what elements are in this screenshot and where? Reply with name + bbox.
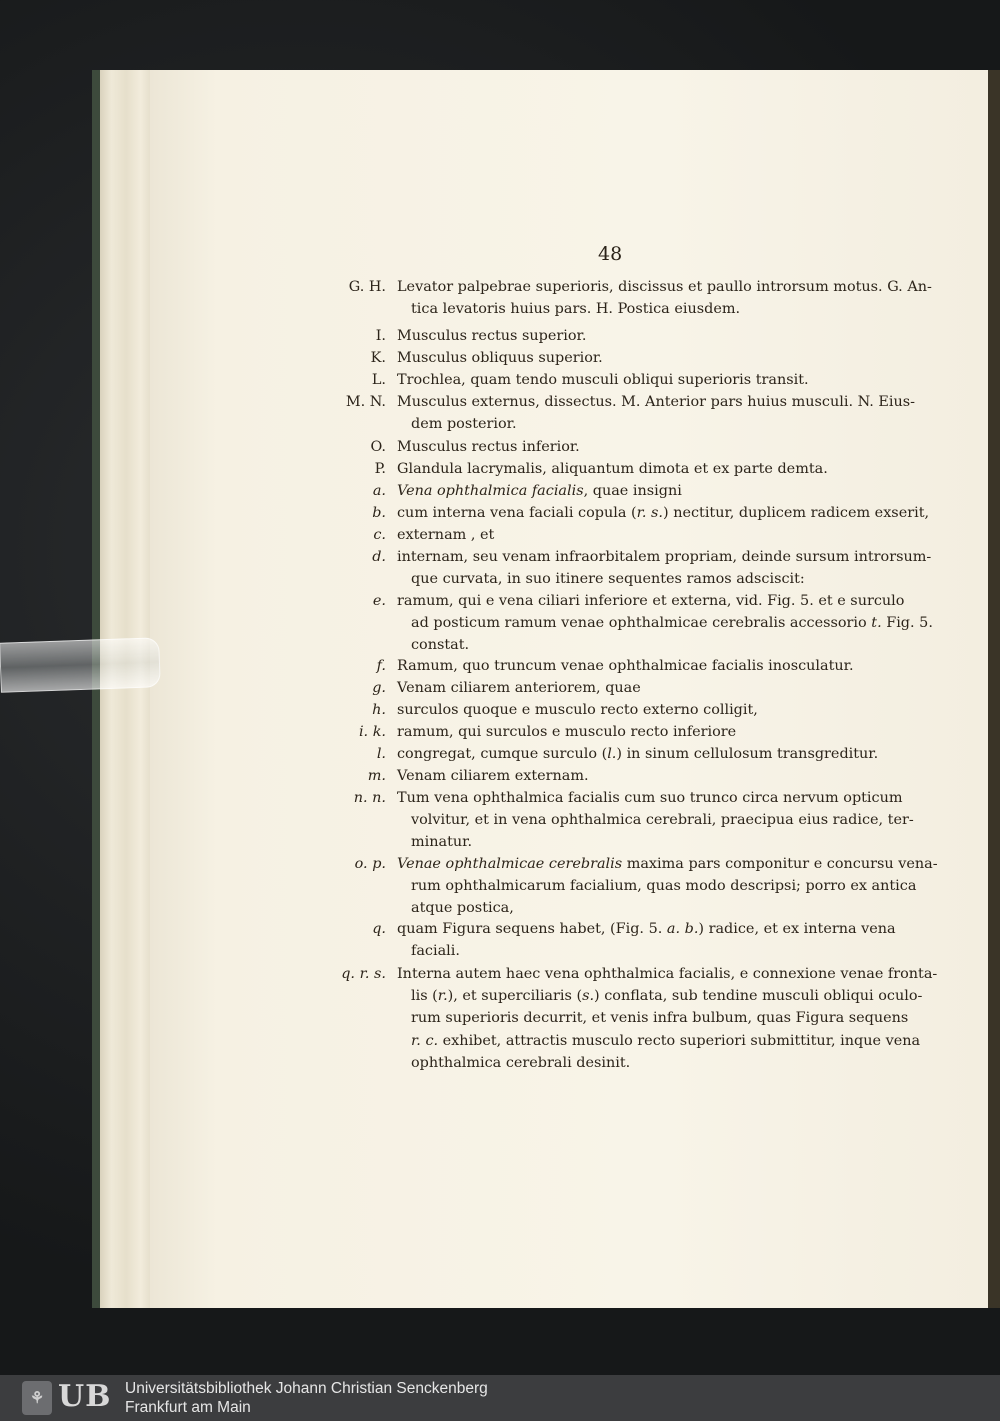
entry-label: M. N. [345, 394, 386, 410]
legend-entry [330, 391, 916, 435]
entry-text-line: lis (r.), et superciliaris (s.) conflata, sub tendine musculi obliqui oculo- [411, 988, 923, 1005]
entry-label: K. [370, 350, 386, 366]
legend-entry [330, 502, 930, 524]
entry-label: I. [375, 328, 386, 344]
library-footer [0, 1375, 1000, 1421]
entry-text [397, 480, 895, 502]
entry-label: G. H. [348, 279, 386, 295]
entry-text-line: dem posterior. [411, 416, 517, 433]
entry-text-line: Musculus rectus superior. [397, 328, 587, 344]
entry-label: e. [372, 593, 386, 609]
seal-icon: ⚘ [22, 1381, 52, 1415]
entry-text-line: Tum vena ophthalmica facialis cum suo trunco circa nervum opticum [397, 790, 903, 806]
entry-text [397, 502, 930, 524]
footer-line-1: Universitätsbibliothek Johann Christian Senckenberg [125, 1380, 488, 1397]
entry-text-line: ramum, qui surculos e musculo recto inferiore [397, 724, 737, 740]
legend-entry [330, 276, 932, 320]
entry-label: b. [372, 505, 386, 521]
entry-text-line: r. c. exhibet, attractis musculo recto superiori submittitur, inque vena [411, 1032, 921, 1049]
entry-label: q. r. s. [341, 966, 386, 982]
entry-label: d. [372, 549, 386, 565]
entry-text-line: constat. [411, 637, 470, 654]
entry-text-line: Musculus rectus inferior. [397, 439, 580, 455]
entry-label: a. [372, 483, 386, 499]
entry-text-line: Levator palpebrae superioris, discissus et paullo introrsum motus. G. An- [397, 279, 932, 295]
entry-text [397, 436, 895, 458]
legend-entry [330, 480, 905, 502]
entry-text [397, 325, 895, 347]
legend-entry [330, 677, 905, 699]
entry-text [397, 699, 895, 721]
legend-entry [330, 369, 905, 391]
entry-text-line: rum ophthalmicarum facialium, quas modo descripsi; porro ex antica [411, 878, 917, 895]
page-number: 48 [598, 243, 623, 265]
legend-entry [330, 699, 905, 721]
entry-text [397, 655, 895, 677]
entry-text-line: ramum, qui e vena ciliari inferiore et externa, vid. Fig. 5. et e surculo [397, 593, 905, 609]
entry-label: c. [373, 527, 386, 543]
entry-text-line: rum superioris decurrit, et venis infra bulbum, quas Figura sequens [411, 1010, 909, 1027]
entry-label: q. [372, 921, 386, 937]
entry-text-line: internam, seu venam infraorbitalem propriam, deinde sursum introrsum- [397, 549, 932, 565]
entry-text [397, 765, 895, 787]
entry-text [397, 391, 916, 435]
entry-text-line: minatur. [411, 834, 473, 851]
entry-label: L. [371, 372, 386, 388]
entry-text [397, 369, 895, 391]
entry-label: l. [376, 746, 386, 762]
entry-text-line: Venam ciliarem anteriorem, quae [397, 680, 641, 696]
entry-text-line: ad posticum ramum venae ophthalmicae cerebralis accessorio t. Fig. 5. [411, 615, 933, 632]
entry-label: n. n. [353, 790, 386, 806]
entry-label: f. [376, 658, 386, 674]
glass-page-holder [0, 637, 161, 693]
legend-entry [330, 347, 905, 369]
legend-entry [330, 765, 905, 787]
legend-entry [330, 787, 914, 854]
entry-label: O. [370, 439, 386, 455]
legend-entry [330, 963, 938, 1074]
legend-entry [330, 436, 905, 458]
entry-text [397, 524, 895, 546]
entry-text [397, 787, 914, 854]
legend-entry [330, 853, 938, 920]
legend-entry [330, 325, 905, 347]
entry-text-line: cum interna vena faciali copula (r. s.) nectitur, duplicem radicem exserit, [397, 505, 930, 521]
legend-entry [330, 524, 905, 546]
entry-text-line: Venae ophthalmicae cerebralis maxima pars componitur e concursu vena- [397, 856, 938, 872]
entry-text-line: volvitur, et in vena ophthalmica cerebrali, praecipua eius radice, ter- [411, 812, 914, 829]
book-cover-edge [988, 70, 1000, 1308]
entry-text-line: faciali. [411, 943, 460, 960]
entry-label: g. [372, 680, 386, 696]
entry-label: o. p. [354, 856, 386, 872]
entry-text [397, 853, 938, 920]
entry-text-line: externam , et [397, 527, 495, 543]
entry-text-line: congregat, cumque surculo (l.) in sinum cellulosum transgreditur. [397, 746, 879, 762]
entry-text [397, 458, 895, 480]
entry-text [397, 963, 938, 1074]
legend-entry [330, 546, 932, 590]
entry-text-line: Trochlea, quam tendo musculi obliqui superioris transit. [397, 372, 809, 388]
entry-text-line: Venam ciliarem externam. [397, 768, 589, 784]
entry-text-line: ophthalmica cerebrali desinit. [411, 1054, 631, 1071]
legend-entry [330, 721, 905, 743]
entry-text-line: tica levatoris huius pars. H. Postica eiusdem. [411, 301, 741, 318]
entry-label: m. [367, 768, 386, 784]
entry-text-line: que curvata, in suo itinere sequentes ramos adsciscit: [411, 571, 805, 588]
entry-text [397, 677, 895, 699]
entry-text [397, 347, 895, 369]
entry-text-line: Interna autem haec vena ophthalmica facialis, e connexione venae fronta- [397, 966, 938, 982]
entry-text [397, 918, 895, 962]
entry-text [397, 276, 932, 320]
legend-entry [330, 655, 905, 677]
entry-text [397, 546, 932, 590]
entry-text [397, 743, 895, 765]
entry-text-line: Glandula lacrymalis, aliquantum dimota et ex parte demta. [397, 461, 828, 477]
entry-text [397, 590, 933, 657]
entry-label: P. [374, 461, 386, 477]
entry-text [397, 721, 895, 743]
entry-label: h. [372, 702, 386, 718]
entry-text-line: quam Figura sequens habet, (Fig. 5. a. b.) radice, et ex interna vena [397, 921, 896, 937]
legend-entry [330, 918, 905, 962]
entry-text-line: Vena ophthalmica facialis, quae insigni [397, 483, 682, 499]
legend-entry [330, 743, 905, 765]
library-logo [22, 1379, 118, 1417]
logo-text: UB [58, 1379, 112, 1414]
entry-text-line: atque postica, [411, 900, 514, 917]
entry-text-line: Ramum, quo truncum venae ophthalmicae facialis inosculatur. [397, 658, 854, 674]
entry-text-line: surculos quoque e musculo recto externo colligit, [397, 702, 758, 718]
footer-text [125, 1379, 488, 1417]
entry-text-line: Musculus externus, dissectus. M. Anterior pars huius musculi. N. Eius- [397, 394, 916, 410]
footer-line-2: Frankfurt am Main [125, 1399, 251, 1416]
legend-entry [330, 590, 933, 657]
legend-entry [330, 458, 905, 480]
entry-label: i. k. [358, 724, 386, 740]
entry-text-line: Musculus obliquus superior. [397, 350, 603, 366]
